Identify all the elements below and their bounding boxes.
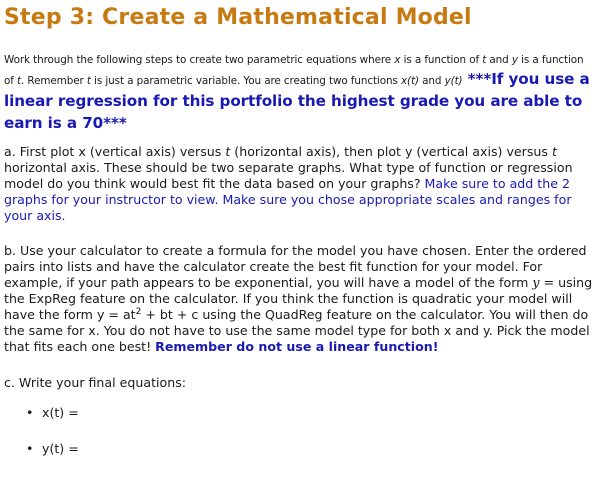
x-equation-label: x(t) = xyxy=(42,405,79,420)
part-b-exponent: 2 xyxy=(135,306,142,317)
part-a-instructor-note: Make sure to add the 2 graphs for your instructor to view. Make sure you chose appropriate scales and ranges for your axis. xyxy=(4,176,572,223)
part-b-text-2: using the ExpReg feature on the calculator. If you think the function is quadratic your model will have the form y = at xyxy=(4,275,593,322)
document-page xyxy=(4,0,600,477)
part-a-text-3: horizontal axis. These should be two separate graphs. What type of function or regression model do you think would best fit the data based on your graphs? xyxy=(4,160,573,191)
part-b-paragraph xyxy=(4,243,600,355)
linear-regression-warning: ***If you use a linear regression for this portfolio the highest grade you are able to earn is a 70*** xyxy=(4,70,590,132)
part-a-var-t-1: t xyxy=(225,144,231,159)
part-c-label: c. Write your final equations: xyxy=(4,375,187,390)
y-equation-label: y(t) = xyxy=(42,441,79,456)
part-b-text-1: b. Use your calculator to create a formula for the model you have chosen. Enter the ordered pairs into lists and have the calculator create the best fit function for your model. For example, if your path appears to be exponential, you will have a model of the form xyxy=(4,243,587,290)
part-b-y-equation: y = xyxy=(532,275,555,290)
final-equations-list xyxy=(4,405,600,457)
part-a-var-t-2: t xyxy=(551,144,557,159)
intro-text-1: Work through the following steps to create two parametric equations where xyxy=(4,54,395,66)
part-a-text-2: (horizontal axis), then plot y (vertical axis) versus xyxy=(230,144,552,159)
intro-var-t-2: t xyxy=(17,75,22,87)
intro-text-6: is just a parametric variable. You are creating two functions xyxy=(90,75,401,87)
intro-text-5: . Remember xyxy=(21,75,87,87)
intro-func-x: x(t) xyxy=(400,75,419,87)
intro-var-t-3: t xyxy=(86,75,91,87)
bullet-icon: • xyxy=(26,441,34,456)
page-title: Step 3: Create a Mathematical Model xyxy=(4,5,472,30)
list-item-x-equation xyxy=(26,405,600,421)
part-a-paragraph xyxy=(4,144,600,224)
part-b-text-3: + bt + c using the QuadReg feature on the calculator. You will then do the same for x. You do not have to use the same model type for both x and y. Pick the model that fits each one best! xyxy=(4,307,590,354)
intro-var-t-1: t xyxy=(482,54,487,66)
part-a-text-1: a. First plot x (vertical axis) versus xyxy=(4,144,226,159)
intro-func-y: y(t) xyxy=(444,75,463,87)
intro-var-y: y xyxy=(511,54,518,66)
part-b-reminder: Remember do not use a linear function! xyxy=(155,339,439,354)
intro-var-x: x xyxy=(394,54,401,66)
intro-text-7: and xyxy=(418,75,445,87)
list-item-y-equation xyxy=(26,441,600,457)
bullet-icon: • xyxy=(26,405,34,420)
intro-text-3: and xyxy=(486,54,512,66)
intro-paragraph xyxy=(4,52,594,134)
intro-text-2: is a function of xyxy=(400,54,483,66)
intro-text-4: is a function of xyxy=(4,54,584,87)
